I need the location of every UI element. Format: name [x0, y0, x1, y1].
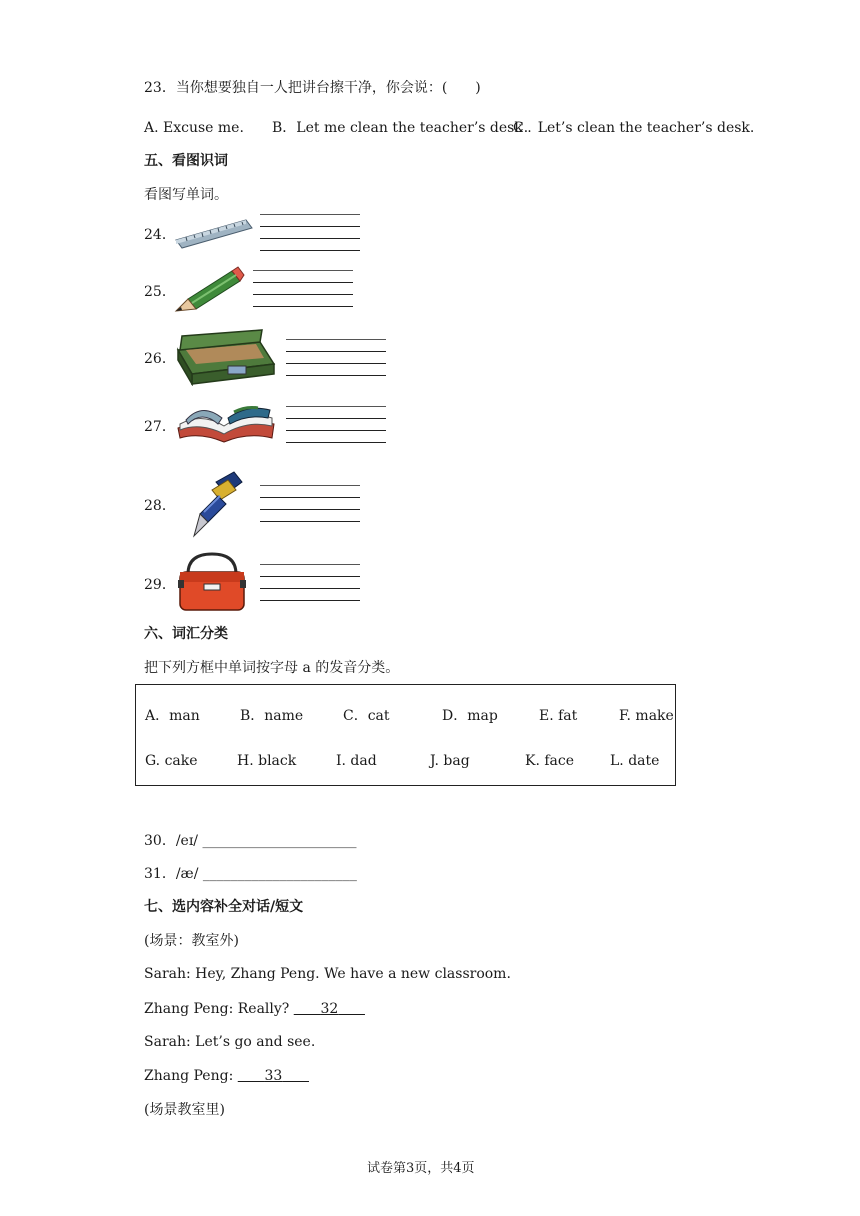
word-item: G. cake: [145, 753, 198, 769]
word-item: J. bag: [430, 753, 470, 769]
q23-option-a: A. Excuse me.: [144, 120, 244, 136]
word-item: L. date: [610, 753, 660, 769]
dialogue-line: [144, 1069, 309, 1083]
book-icon: [172, 398, 278, 444]
section5-instruction: 看图写单词。: [144, 187, 228, 203]
item-number: 24．: [144, 227, 176, 243]
page-footer: 试卷第3页，共4页: [367, 1161, 475, 1176]
word-item: A．man: [145, 708, 200, 724]
pencil-icon: [172, 265, 246, 313]
dialogue-speaker-text: Zhang Peng:: [144, 1068, 238, 1084]
section6-instruction: 把下列方框中单词按字母 a 的发音分类。: [144, 660, 400, 676]
item-number: 29．: [144, 577, 176, 593]
dialogue-line: Sarah: Hey, Zhang Peng. We have a new classroom.: [144, 966, 511, 982]
ruler-icon: [172, 216, 254, 250]
word-box: [135, 684, 676, 786]
q30[interactable]: 30．/eɪ/ ______________________: [144, 833, 357, 849]
blank-33[interactable]: [238, 1068, 309, 1084]
word-item: B．name: [240, 708, 304, 724]
q23-option-c: C．Let’s clean the teacher’s desk.: [513, 120, 755, 136]
section7-title: 七、选内容补全对话/短文: [144, 899, 304, 915]
pen-icon: [186, 468, 246, 540]
item-number: 28．: [144, 498, 176, 514]
word-item: D．map: [442, 708, 498, 724]
pencil-box-icon: [172, 328, 276, 386]
dialogue-line: [144, 1002, 365, 1016]
answer-lines[interactable]: [260, 485, 360, 533]
section5-title: 五、看图识词: [144, 153, 228, 169]
word-item: C．cat: [343, 708, 390, 724]
answer-lines[interactable]: [260, 564, 360, 612]
answer-lines[interactable]: [253, 270, 353, 318]
blank-32-number: 32: [320, 1001, 339, 1017]
q31[interactable]: 31．/æ/ ______________________: [144, 866, 357, 882]
word-item: I. dad: [336, 753, 377, 769]
word-item: F. make: [619, 708, 674, 724]
blank-32[interactable]: [294, 1001, 365, 1017]
answer-lines[interactable]: [260, 214, 360, 262]
scene-inside: (场景教室里): [144, 1102, 225, 1118]
blank-33-number: 33: [264, 1068, 283, 1084]
word-item: K. face: [525, 753, 575, 769]
scene-outside: (场景：教室外): [144, 933, 239, 949]
item-number: 25．: [144, 284, 176, 300]
q23-stem: 23．当你想要独自一人把讲台擦干净，你会说：( ): [144, 80, 481, 96]
answer-lines[interactable]: [286, 406, 386, 454]
item-number: 26．: [144, 351, 176, 367]
bag-icon: [174, 550, 250, 614]
word-item: H. black: [237, 753, 297, 769]
dialogue-speaker-text: Zhang Peng: Really?: [144, 1001, 294, 1017]
word-item: E. fat: [539, 708, 578, 724]
dialogue-line: Sarah: Let’s go and see.: [144, 1034, 316, 1050]
item-number: 27．: [144, 419, 176, 435]
section6-title: 六、词汇分类: [144, 626, 228, 642]
answer-lines[interactable]: [286, 339, 386, 387]
q23-option-b: B．Let me clean the teacher’s desk .: [272, 120, 532, 136]
